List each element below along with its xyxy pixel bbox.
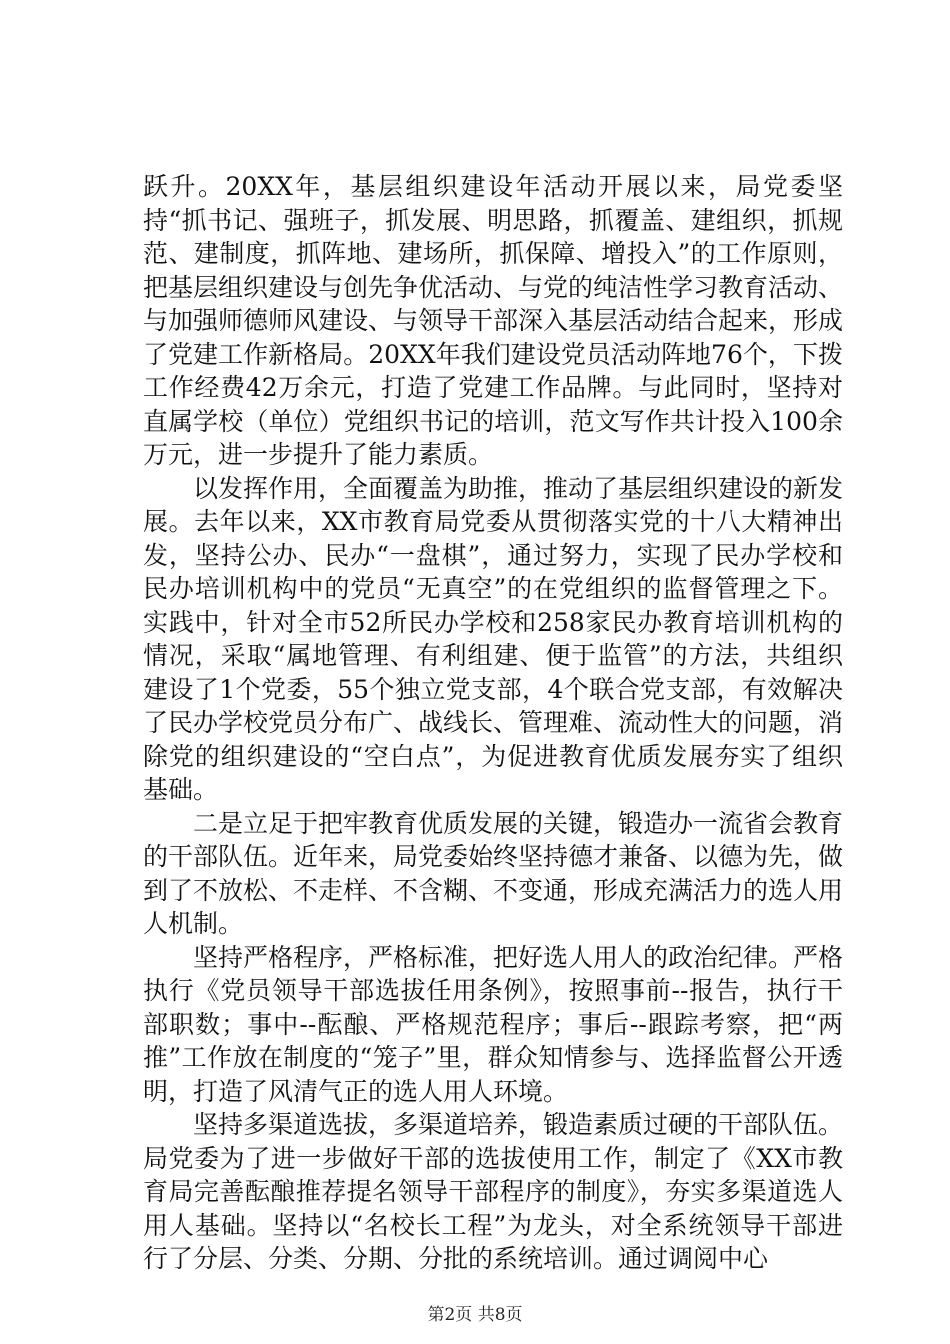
paragraph-2: 以发挥作用，全面覆盖为助推，推动了基层组织建设的新发展。去年以来，XX市教育局党委从贯彻落实党的十八大精神出发，坚持公办、民办“一盘棋”，通过努力，实现了民办学校和民办培训机构中的党员“无真空”的在党组织的监督管理之下。实践中，针对全市52所民办学校和258家民办教育培训机构的情况，采取“属地管理、有利组建、便于监管”的方法，共组织建设了1个党委，55个独立党支部，4个联合党支部，有效解决了民办学校党员分布广、战线长、管理难、流动性大的问题，消除党的组织建设的“空白点”，为促进教育优质发展夯实了组织基础。	[143, 473, 844, 804]
paragraph-1: 跃升。20XX年，基层组织建设年活动开展以来，局党委坚持“抓书记、强班子，抓发展、明思路，抓覆盖、建组织，抓规范、建制度，抓阵地、建场所，抓保障、增投入”的工作原则，把基层组织建设与创先争优活动、与党的纯洁性学习教育活动、与加强师德师风建设、与领导干部深入基层活动结合起来，形成了党建工作新格局。20XX年我们建设党员活动阵地76个，下拨工作经费42万余元，打造了党建工作品牌。与此同时，坚持对直属学校（单位）党组织书记的培训，范文写作共计投入100余万元，进一步提升了能力素质。	[143, 172, 844, 469]
page-number-footer: 第2页 共8页	[427, 1305, 523, 1325]
paragraph-3: 二是立足于把牢教育优质发展的关键，锻造办一流省会教育的干部队伍。近年来，局党委始终坚持德才兼备、以德为先，做到了不放松、不走样、不含糊、不变通，形成充满活力的选人用人机制。	[143, 808, 844, 938]
paragraph-4: 坚持严格程序，严格标准，把好选人用人的政治纪律。严格执行《党员领导干部选拔任用条例》，按照事前--报告，执行干部职数；事中--酝酿、严格规范程序；事后--跟踪考察，把“两推”工作放在制度的“笼子”里，群众知情参与、选择监督公开透明，打造了风清气正的选人用人环境。	[143, 942, 844, 1106]
document-body	[143, 170, 843, 1276]
paragraph-5: 坚持多渠道选拔，多渠道培养，锻造素质过硬的干部队伍。局党委为了进一步做好干部的选拔使用工作，制定了《XX市教育局完善酝酿推荐提名领导干部程序的制度》，夯实多渠道选人用人基础。坚持以“名校长工程”为龙头，对全系统领导干部进行了分层、分类、分期、分批的系统培训。通过调阅中心	[143, 1110, 844, 1273]
